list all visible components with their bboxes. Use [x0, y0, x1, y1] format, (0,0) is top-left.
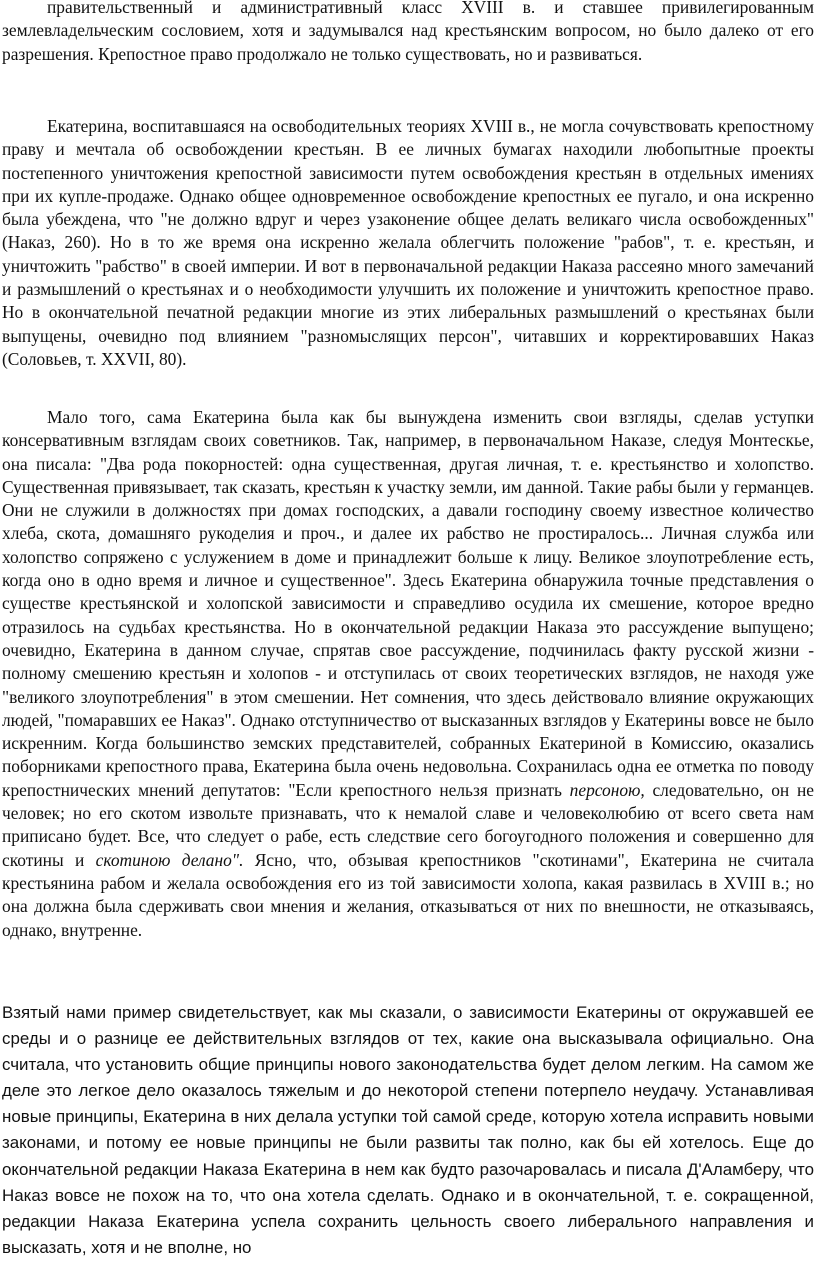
paragraph-3-italic-1: персоною,	[569, 779, 645, 800]
paragraph-3-text-1: Мало того, сама Екатерина была как бы вынуждена изменить свои взгляды, сделав уступки консервативным взглядам своих советников. Так, например, в первоначальном Наказе, следуя Монтескье, она писала: "Два рода покорностей: одна существенная, другая личная, т. е. крестьянство и холопство. Существенная привязывает, так сказать, крестьян к участку земли, им данной. Такие рабы были у германцев. Они не служили в должностях при домах господских, а давали господину своему известное количество хлеба, скота, домашняго рукоделия и проч., и далее их рабство не простиралось... Личная служба или холопство сопряжено с услужением в доме и принадлежит больше к лицу. Великое злоупотребление есть, когда оно в одно время и личное и существенное". Здесь Екатерина обнаружила точные представления о существе крестьянской и холопской зависимости и справедливо осудила их смешение, которое вредно отразилось на судьбах крестьянства. Но в окончательной редакции Наказа это рассуждение выпущено; очевидно, Екатерина в данном случае, спрятав свое рассуждение, подчинилась факту русской жизни - полному смешению крестьян и холопов - и отступилась от своих теоретических взглядов, не находя уже "великого злоупотребления" в этом смешении. Нет сомнения, что здесь действовало влияние окружающих людей, "помаравших ее Наказ". Однако отступничество от высказанных взглядов у Екатерины вовсе не было искренним. Когда большинство земских представителей, собранных Екатериной в Комиссию, оказались поборниками крепостного права, Екатерина была очень недовольна. Сохранилась одна ее отметка по поводу крепостнических мнений депутатов: "Если крепостного нельзя признать	[2, 407, 814, 800]
paragraph-2-text: Екатерина, воспитавшаяся на освободительных теориях XVIII в., не могла сочувствовать крепостному праву и мечтала об освобождении крестьян. В ее личных бумагах находили любопытные проекты постепенного уничтожения крепостной зависимости путем освобождения крестьян в отдельных имениях при их купле-продаже. Однако общее одновременное освобождение крепостных ее пугало, и она искренно была убеждена, что "не должно вдруг и через узаконение общее делать великаго числа освобожденных" (Наказ, 260). Но в то же время она искренно желала облегчить положение "рабов", т. е. крестьян, и уничтожить "рабство" в своей империи. И вот в первоначальной редакции Наказа рассеяно много замечаний и размышлений о крестьянах и о необходимости улучшить их положение и уничтожить крепостное право. Но в окончательной печатной редакции многие из этих либеральных размышлений о крестьянах были выпущены, очевидно под влиянием "разномыслящих персон", читавших и корректировавших Наказ (Соловьев, т. XXVII, 80).	[2, 116, 814, 369]
paragraph-4-text: Взятый нами пример свидетельствует, как мы сказали, о зависимости Екатерины от окружавшей ее среды и о разнице ее действительных взглядов от тех, какие она высказывала официально. Она считала, что установить общие принципы нового законодательства будет делом легким. На самом же деле это легкое дело оказалось тяжелым и до некоторой степени потерпело неудачу. Устанавливая новые принципы, Екатерина в них делала уступки той самой среде, которую хотела исправить новыми законами, и потому ее новые принципы не были развиты так полно, как бы ей хотелось. Еще до окончательной редакции Наказа Екатерина в нем как будто разочаровалась и писала Д'Аламберу, что Наказ вовсе не похож на то, что она хотела сделать. Однако и в окончательной, т. е. сокращенной, редакции Наказа Екатерина успела сохранить цельность своего либерального направления и высказать, хотя и не вполне, но	[2, 1003, 814, 1257]
paragraph-3-italic-2: скотиною делано".	[95, 849, 244, 870]
paragraph-2	[2, 115, 814, 371]
paragraph-3-text-3: Ясно, что, обзывая крепостников "скотинами", Екатерина не считала крестьянина рабом и желала освобождения его из той зависимости холопа, какая развилась в XVIII в.; но она должна была сдерживать свои мнения и желания, отказываться от них по внешности, не отказываясь, однако, внутренне.	[2, 849, 814, 940]
paragraph-1	[2, 0, 814, 66]
paragraph-3-text-2: следовательно, он не человек; но его скотом извольте признавать, что к немалой славе и человеколюбию от всего света нам приписано будет. Все, что следует о рабе, есть следствие сего богоугодного положения и совершенно для скотины и	[2, 779, 814, 870]
paragraph-4	[2, 1000, 814, 1261]
paragraph-1-text: правительственный и административный класс XVIII в. и ставшее привилегированным землевладельческим сословием, хотя и задумывался над крестьянским вопросом, но было далеко от его разрешения. Крепостное право продолжало не только существовать, но и развиваться.	[2, 0, 814, 64]
paragraph-3	[2, 406, 814, 942]
